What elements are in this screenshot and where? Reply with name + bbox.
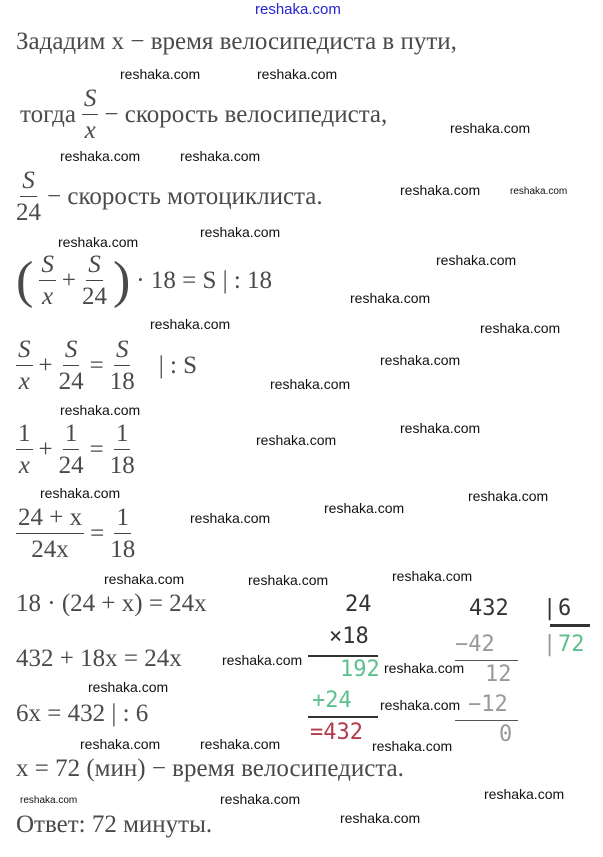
watermark: reshaka.com — [257, 66, 338, 82]
fraction — [16, 337, 33, 394]
watermark: reshaka.com — [392, 568, 473, 584]
operator: + — [38, 351, 53, 379]
watermark: reshaka.com — [88, 679, 169, 695]
division-line-2 — [455, 720, 518, 721]
watermark: reshaka.com — [190, 510, 271, 526]
fraction — [16, 505, 84, 562]
line-5 — [16, 337, 197, 394]
line-9: 432 + 18x = 24x — [16, 645, 182, 672]
operator: = — [89, 351, 104, 379]
watermark: reshaka.com — [380, 697, 461, 713]
fraction — [82, 86, 99, 143]
text: тогда — [20, 100, 76, 128]
numerator: 1 — [114, 505, 131, 534]
line-7 — [16, 505, 135, 562]
line-4 — [16, 252, 272, 309]
watermark: reshaka.com — [436, 252, 517, 268]
watermark: reshaka.com — [58, 234, 139, 250]
watermark: reshaka.com — [20, 795, 78, 806]
watermark: reshaka.com — [200, 736, 281, 752]
watermark: reshaka.com — [256, 432, 337, 448]
watermark: reshaka.com — [372, 738, 453, 754]
division-subtract-1: −42 — [455, 632, 495, 657]
text: | : S — [158, 351, 198, 379]
line-6 — [16, 421, 135, 478]
mult-partial-1: 192 — [340, 657, 380, 682]
denominator: 24 — [58, 452, 84, 479]
watermark: reshaka.com — [480, 320, 561, 336]
watermark: reshaka.com — [468, 488, 549, 504]
operator: = — [90, 519, 105, 547]
watermark: reshaka.com — [60, 148, 141, 164]
operator: + — [61, 266, 76, 294]
text: − скорость мотоциклиста. — [47, 182, 323, 210]
watermark: reshaka.com — [60, 402, 141, 418]
watermark: reshaka.com — [150, 316, 231, 332]
denominator: x — [18, 368, 30, 395]
denominator: 24x — [31, 536, 69, 563]
line-8: 18 · (24 + x) = 24x — [16, 590, 207, 617]
numerator: S — [114, 337, 131, 366]
division-line-1 — [455, 660, 518, 661]
division-remainder-1: 12 — [485, 662, 512, 687]
text: · 18 = S | : 18 — [136, 266, 273, 294]
division-dividend: 432 — [469, 596, 509, 621]
watermark: reshaka.com — [248, 572, 329, 588]
watermark: reshaka.com — [222, 652, 303, 668]
fraction — [110, 505, 135, 562]
paren: ( — [16, 251, 34, 309]
denominator: x — [42, 283, 54, 310]
mult-result: =432 — [310, 720, 363, 745]
watermark: reshaka.com — [220, 791, 301, 807]
numerator: S — [86, 252, 103, 281]
fraction — [110, 421, 135, 478]
mult-operand-a: 24 — [345, 592, 372, 617]
watermark: reshaka.com — [324, 500, 405, 516]
division-subtract-2: −12 — [468, 692, 508, 717]
numerator: 1 — [16, 421, 33, 450]
watermark: reshaka.com — [510, 186, 568, 197]
divisor-line — [550, 624, 590, 627]
denominator: 24 — [81, 283, 107, 310]
denominator: x — [84, 117, 96, 144]
watermark: reshaka.com — [200, 224, 281, 240]
denominator: x — [18, 452, 30, 479]
division-bar: | — [543, 596, 557, 621]
watermark: reshaka.com — [40, 485, 121, 501]
denominator: 18 — [110, 536, 136, 563]
line-10: 6x = 432 | : 6 — [16, 700, 149, 727]
denominator: 18 — [109, 368, 135, 395]
watermark: reshaka.com — [384, 660, 465, 676]
site-header-watermark[interactable]: reshaka.com — [255, 1, 341, 18]
watermark: reshaka.com — [400, 182, 481, 198]
text: − скорость велосипедиста, — [104, 100, 388, 128]
watermark: reshaka.com — [120, 66, 201, 82]
answer-line: Ответ: 72 минуты. — [16, 811, 213, 838]
watermark: reshaka.com — [350, 290, 431, 306]
numerator: S — [39, 252, 56, 281]
numerator: S — [16, 337, 33, 366]
denominator: 18 — [109, 452, 135, 479]
division-bar: | — [543, 632, 557, 657]
fraction — [39, 252, 56, 309]
division-remainder-2: 0 — [499, 722, 513, 747]
line-2 — [20, 86, 387, 143]
line-11: x = 72 (мин) − время велосипедиста. — [16, 755, 404, 782]
watermark: reshaka.com — [340, 810, 421, 826]
operator: = — [89, 435, 104, 463]
denominator: 24 — [58, 368, 84, 395]
numerator: 1 — [63, 421, 80, 450]
sum-line — [308, 716, 378, 718]
numerator: S — [63, 337, 80, 366]
fraction — [16, 168, 41, 225]
division-divisor: 6 — [558, 596, 572, 621]
watermark: reshaka.com — [450, 120, 531, 136]
numerator: S — [82, 86, 99, 115]
division-quotient: 72 — [558, 632, 585, 657]
mult-operand-b: ×18 — [329, 624, 369, 649]
numerator: 24 + x — [16, 505, 84, 534]
fraction — [16, 421, 33, 478]
watermark: reshaka.com — [380, 352, 461, 368]
mult-partial-2: +24 — [312, 688, 352, 713]
operator: + — [38, 435, 53, 463]
line-3 — [16, 168, 323, 225]
fraction — [59, 421, 84, 478]
numerator: 1 — [114, 421, 131, 450]
watermark: reshaka.com — [270, 376, 351, 392]
fraction — [82, 252, 107, 309]
fraction — [110, 337, 135, 394]
watermark: reshaka.com — [484, 786, 565, 802]
denominator: 24 — [16, 199, 41, 226]
watermark: reshaka.com — [104, 571, 185, 587]
line-1: Зададим x − время велосипедиста в пути, — [16, 28, 457, 55]
watermark: reshaka.com — [80, 736, 161, 752]
paren: ) — [112, 251, 131, 309]
numerator: S — [20, 168, 37, 197]
watermark: reshaka.com — [180, 148, 261, 164]
watermark: reshaka.com — [400, 420, 481, 436]
fraction — [59, 337, 84, 394]
